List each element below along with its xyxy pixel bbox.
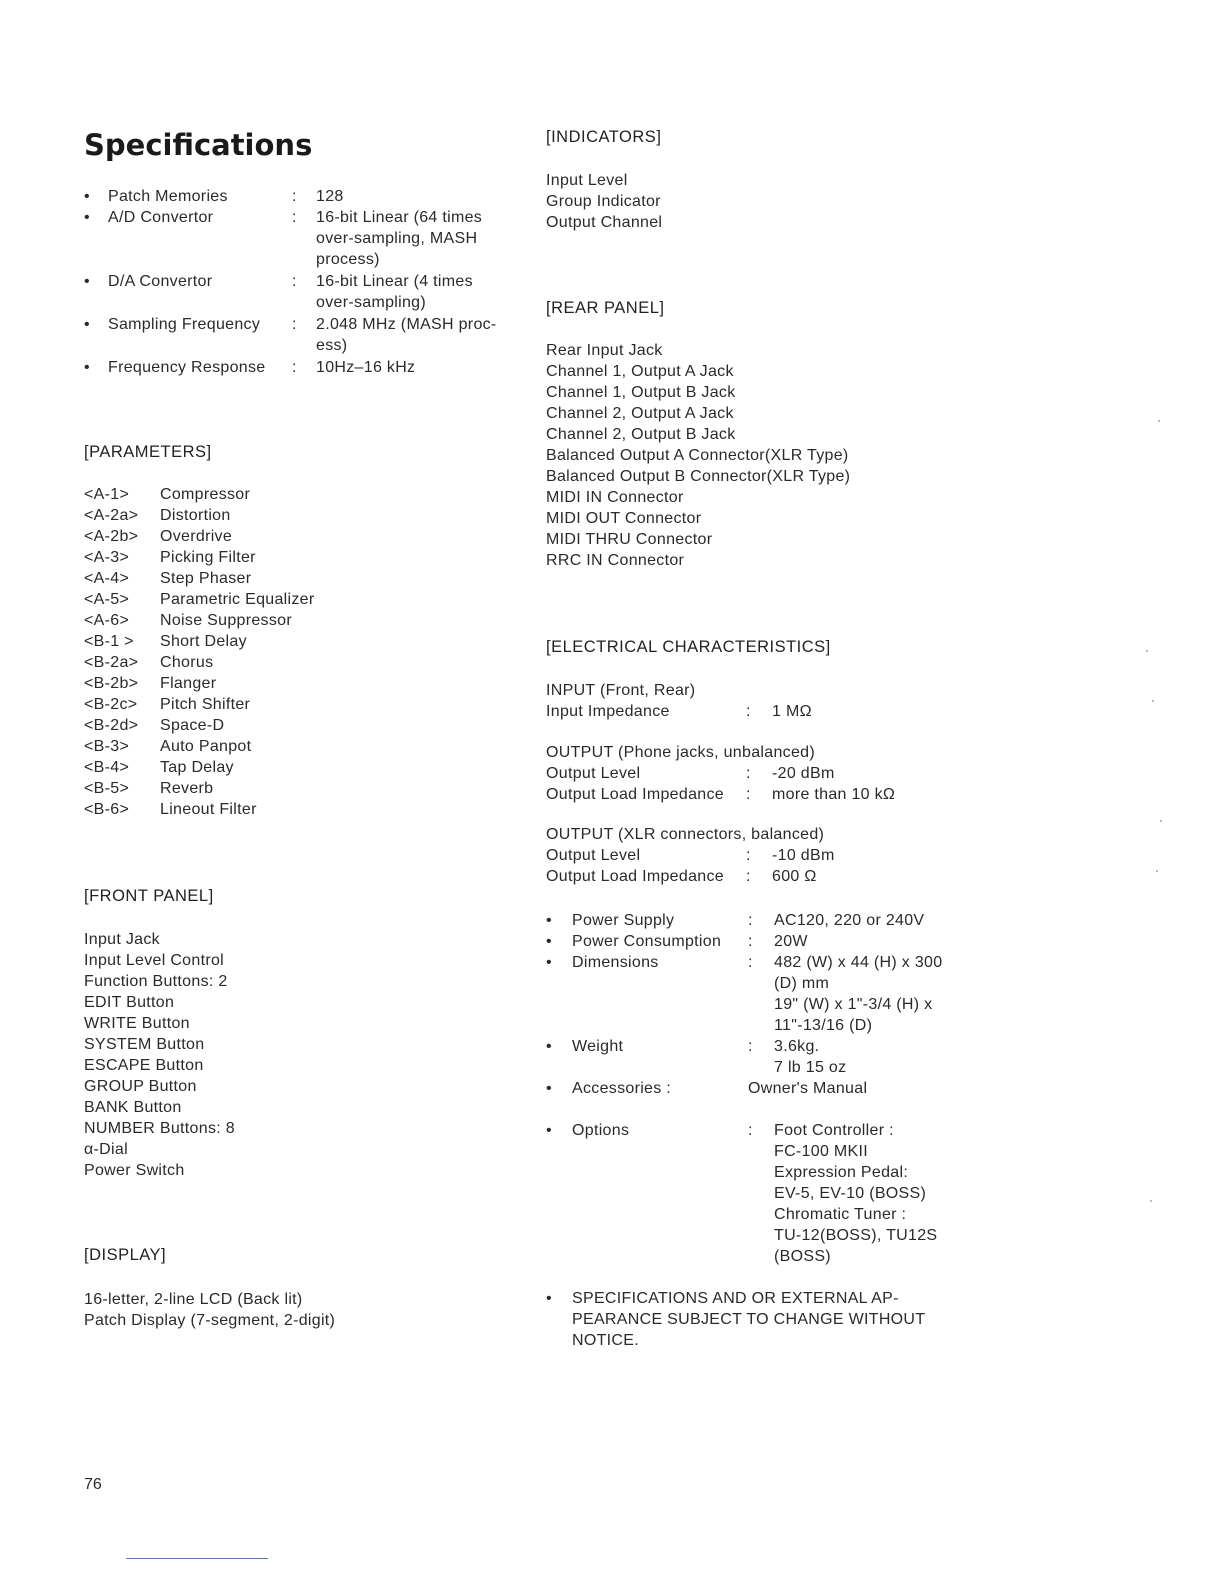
kv-row <box>546 763 992 784</box>
list-item <box>84 589 420 610</box>
bullet: • <box>84 359 90 376</box>
electrical-input-group <box>546 680 992 722</box>
group-title: OUTPUT (XLR connectors, balanced) <box>546 826 825 843</box>
list-item: MIDI OUT Connector <box>546 510 702 527</box>
colon: : <box>292 359 297 376</box>
bullet: • <box>546 933 552 950</box>
list-item: EDIT Button <box>84 994 175 1011</box>
accessories-row <box>546 1078 1006 1099</box>
kv-row <box>546 866 992 887</box>
param-name: Distortion <box>160 507 231 524</box>
kv-value: -10 dBm <box>772 847 835 864</box>
group-title: OUTPUT (Phone jacks, unbalanced) <box>546 744 815 761</box>
param-name: Short Delay <box>160 633 247 650</box>
list-item <box>84 715 420 736</box>
bullet-value: 20W <box>774 933 808 950</box>
list-item: Channel 1, Output A Jack <box>546 363 734 380</box>
spec-value: 16-bit Linear (64 times over-sampling, MASH process) <box>316 209 483 268</box>
param-code: <A-5> <box>84 591 130 608</box>
scan-speck <box>1146 650 1148 652</box>
display-list <box>84 1289 335 1331</box>
param-code: <A-6> <box>84 612 130 629</box>
kv-label: Output Level <box>546 765 641 782</box>
list-item: Patch Display (7-segment, 2-digit) <box>84 1312 336 1329</box>
scan-speck <box>1150 1200 1152 1202</box>
param-name: Space-D <box>160 717 225 734</box>
param-code: <A-2a> <box>84 507 139 524</box>
notice-text: SPECIFICATIONS AND OR EXTERNAL AP- PEARANCE SUBJECT TO CHANGE WITHOUT NOTICE. <box>572 1290 926 1349</box>
list-item <box>84 652 420 673</box>
param-name: Pitch Shifter <box>160 696 251 713</box>
list-item <box>84 610 420 631</box>
page-number: 76 <box>84 1476 102 1493</box>
spec-label: Sampling Frequency <box>108 316 261 333</box>
spec-label: Patch Memories <box>108 188 228 205</box>
spec-row <box>84 207 524 270</box>
list-item <box>84 778 420 799</box>
list-item: SYSTEM Button <box>84 1036 205 1053</box>
bullet-value: 482 (W) x 44 (H) x 300 (D) mm 19" (W) x 1"-3/4 (H) x 11"-13/16 (D) <box>774 954 943 1034</box>
colon: : <box>748 933 753 950</box>
scan-speck <box>1160 820 1162 822</box>
indicators-list <box>546 170 662 233</box>
bullet: • <box>546 1122 552 1139</box>
list-item: Balanced Output A Connector(XLR Type) <box>546 447 849 464</box>
list-item: Input Jack <box>84 931 160 948</box>
spec-label: Frequency Response <box>108 359 266 376</box>
list-item: Channel 2, Output B Jack <box>546 426 736 443</box>
list-item: Balanced Output B Connector(XLR Type) <box>546 468 851 485</box>
colon: : <box>292 316 297 333</box>
list-item: Channel 1, Output B Jack <box>546 384 736 401</box>
scan-speck <box>1152 700 1154 702</box>
colon: : <box>292 273 297 290</box>
colon: : <box>292 209 297 226</box>
kv-row <box>546 845 992 866</box>
bullet: • <box>546 912 552 929</box>
spec-value: 128 <box>316 188 344 205</box>
kv-row <box>546 701 992 722</box>
colon: : <box>746 868 751 885</box>
kv-value: 600 Ω <box>772 868 817 885</box>
spec-list <box>84 186 524 378</box>
colon: : <box>748 954 753 971</box>
electrical-output-xlr-group <box>546 824 992 887</box>
spec-row <box>84 186 524 207</box>
bullet-value: AC120, 220 or 240V <box>774 912 925 929</box>
kv-value: 1 MΩ <box>772 703 812 720</box>
list-item <box>84 736 420 757</box>
spec-row <box>84 314 524 356</box>
bullet-row <box>546 1036 974 1078</box>
list-item: Function Buttons: 2 <box>84 973 228 990</box>
param-code: <A-2b> <box>84 528 139 545</box>
scan-speck <box>1158 420 1160 422</box>
param-name: Overdrive <box>160 528 233 545</box>
bullet-value: Owner's Manual <box>748 1080 868 1097</box>
param-name: Tap Delay <box>160 759 234 776</box>
kv-label: Output Level <box>546 847 641 864</box>
param-code: <A-3> <box>84 549 130 566</box>
list-item: NUMBER Buttons: 8 <box>84 1120 235 1137</box>
list-item <box>84 547 420 568</box>
bullet-label: Power Consumption <box>572 933 722 950</box>
list-item: Output Channel <box>546 214 663 231</box>
list-item <box>84 526 420 547</box>
list-item: BANK Button <box>84 1099 182 1116</box>
colon: : <box>746 703 751 720</box>
kv-row <box>546 784 992 805</box>
param-code: <B-2a> <box>84 654 139 671</box>
kv-label: Output Load Impedance <box>546 868 724 885</box>
electrical-heading: [ELECTRICAL CHARACTERISTICS] <box>546 638 831 656</box>
param-name: Lineout Filter <box>160 801 257 818</box>
list-item: 16-letter, 2-line LCD (Back lit) <box>84 1291 303 1308</box>
parameters-list <box>84 484 420 820</box>
bullet: • <box>546 1290 552 1307</box>
list-item: MIDI IN Connector <box>546 489 684 506</box>
list-item: MIDI THRU Connector <box>546 531 713 548</box>
bullet-row <box>546 910 974 931</box>
param-code: <B-3> <box>84 738 130 755</box>
spec-value: 16-bit Linear (4 times over-sampling) <box>316 273 473 311</box>
group-title: INPUT (Front, Rear) <box>546 682 696 699</box>
param-name: Noise Suppressor <box>160 612 292 629</box>
param-code: <A-1> <box>84 486 130 503</box>
scan-speck <box>1156 870 1158 872</box>
param-name: Compressor <box>160 486 251 503</box>
param-code: <B-4> <box>84 759 130 776</box>
colon: : <box>746 786 751 803</box>
param-name: Picking Filter <box>160 549 256 566</box>
list-item: Power Switch <box>84 1162 185 1179</box>
spec-label: D/A Convertor <box>108 273 213 290</box>
display-heading: [DISPLAY] <box>84 1246 167 1264</box>
bullet-label: Weight <box>572 1038 624 1055</box>
colon: : <box>746 765 751 782</box>
kv-label: Output Load Impedance <box>546 786 724 803</box>
param-code: <B-2b> <box>84 675 139 692</box>
spec-label: A/D Convertor <box>108 209 214 226</box>
rear-panel-heading: [REAR PANEL] <box>546 299 665 317</box>
list-item: ESCAPE Button <box>84 1057 204 1074</box>
list-item: Group Indicator <box>546 193 661 210</box>
list-item <box>84 673 420 694</box>
param-code: <A-4> <box>84 570 130 587</box>
list-item: GROUP Button <box>84 1078 197 1095</box>
list-item: Rear Input Jack <box>546 342 663 359</box>
bullet: • <box>546 954 552 971</box>
param-code: <B-2c> <box>84 696 138 713</box>
bullet: • <box>546 1038 552 1055</box>
spec-row <box>84 271 524 313</box>
list-item: Input Level <box>546 172 628 189</box>
list-item <box>84 757 420 778</box>
param-name: Auto Panpot <box>160 738 252 755</box>
bullet-label: Accessories : <box>572 1080 672 1097</box>
param-name: Chorus <box>160 654 214 671</box>
colon: : <box>748 1122 753 1139</box>
param-name: Parametric Equalizer <box>160 591 315 608</box>
list-item <box>84 694 420 715</box>
colon: : <box>748 1038 753 1055</box>
param-name: Reverb <box>160 780 214 797</box>
bullet: • <box>546 1080 552 1097</box>
list-item: α-Dial <box>84 1141 128 1158</box>
bullet-value: 3.6kg. 7 lb 15 oz <box>774 1038 847 1076</box>
bullet-value: Foot Controller : FC-100 MKII Expression Pedal: EV-5, EV-10 (BOSS) Chromatic Tuner : TU-12(BOSS), TU12S (BOSS) <box>774 1122 938 1265</box>
list-item: RRC IN Connector <box>546 552 685 569</box>
bullet: • <box>84 188 90 205</box>
rear-panel-list <box>546 340 850 571</box>
list-item <box>84 799 420 820</box>
bullet: • <box>84 316 90 333</box>
list-item: Channel 2, Output A Jack <box>546 405 734 422</box>
spec-value: 10Hz–16 kHz <box>316 359 416 376</box>
list-item <box>84 568 420 589</box>
param-code: <B-2d> <box>84 717 139 734</box>
kv-value: more than 10 kΩ <box>772 786 896 803</box>
bullet: • <box>84 209 90 226</box>
page-title: Specifications <box>84 128 313 162</box>
param-code: <B-6> <box>84 801 130 818</box>
list-item <box>84 631 420 652</box>
bottom-rule <box>126 1558 268 1559</box>
parameters-heading: [PARAMETERS] <box>84 443 212 461</box>
list-item <box>84 484 420 505</box>
param-code: <B-1 > <box>84 633 134 650</box>
bullet-row <box>546 931 974 952</box>
kv-value: -20 dBm <box>772 765 835 782</box>
param-name: Step Phaser <box>160 570 252 587</box>
param-code: <B-5> <box>84 780 130 797</box>
options-row <box>546 1120 974 1267</box>
list-item <box>84 505 420 526</box>
bullet-label: Dimensions <box>572 954 659 971</box>
bullet-label: Options <box>572 1122 630 1139</box>
colon: : <box>748 912 753 929</box>
bullet-label: Power Supply <box>572 912 675 929</box>
spec-value: 2.048 MHz (MASH proc- ess) <box>316 316 497 354</box>
spec-row <box>84 357 524 378</box>
notice <box>546 1288 986 1351</box>
bullet: • <box>84 273 90 290</box>
indicators-heading: [INDICATORS] <box>546 128 662 146</box>
kv-label: Input Impedance <box>546 703 670 720</box>
param-name: Flanger <box>160 675 217 692</box>
list-item: WRITE Button <box>84 1015 190 1032</box>
front-panel-list <box>84 929 235 1181</box>
general-specs <box>546 910 974 1078</box>
colon: : <box>292 188 297 205</box>
electrical-output-phone-group <box>546 742 992 805</box>
list-item: Input Level Control <box>84 952 225 969</box>
bullet-row <box>546 952 974 1036</box>
colon: : <box>746 847 751 864</box>
front-panel-heading: [FRONT PANEL] <box>84 887 214 905</box>
